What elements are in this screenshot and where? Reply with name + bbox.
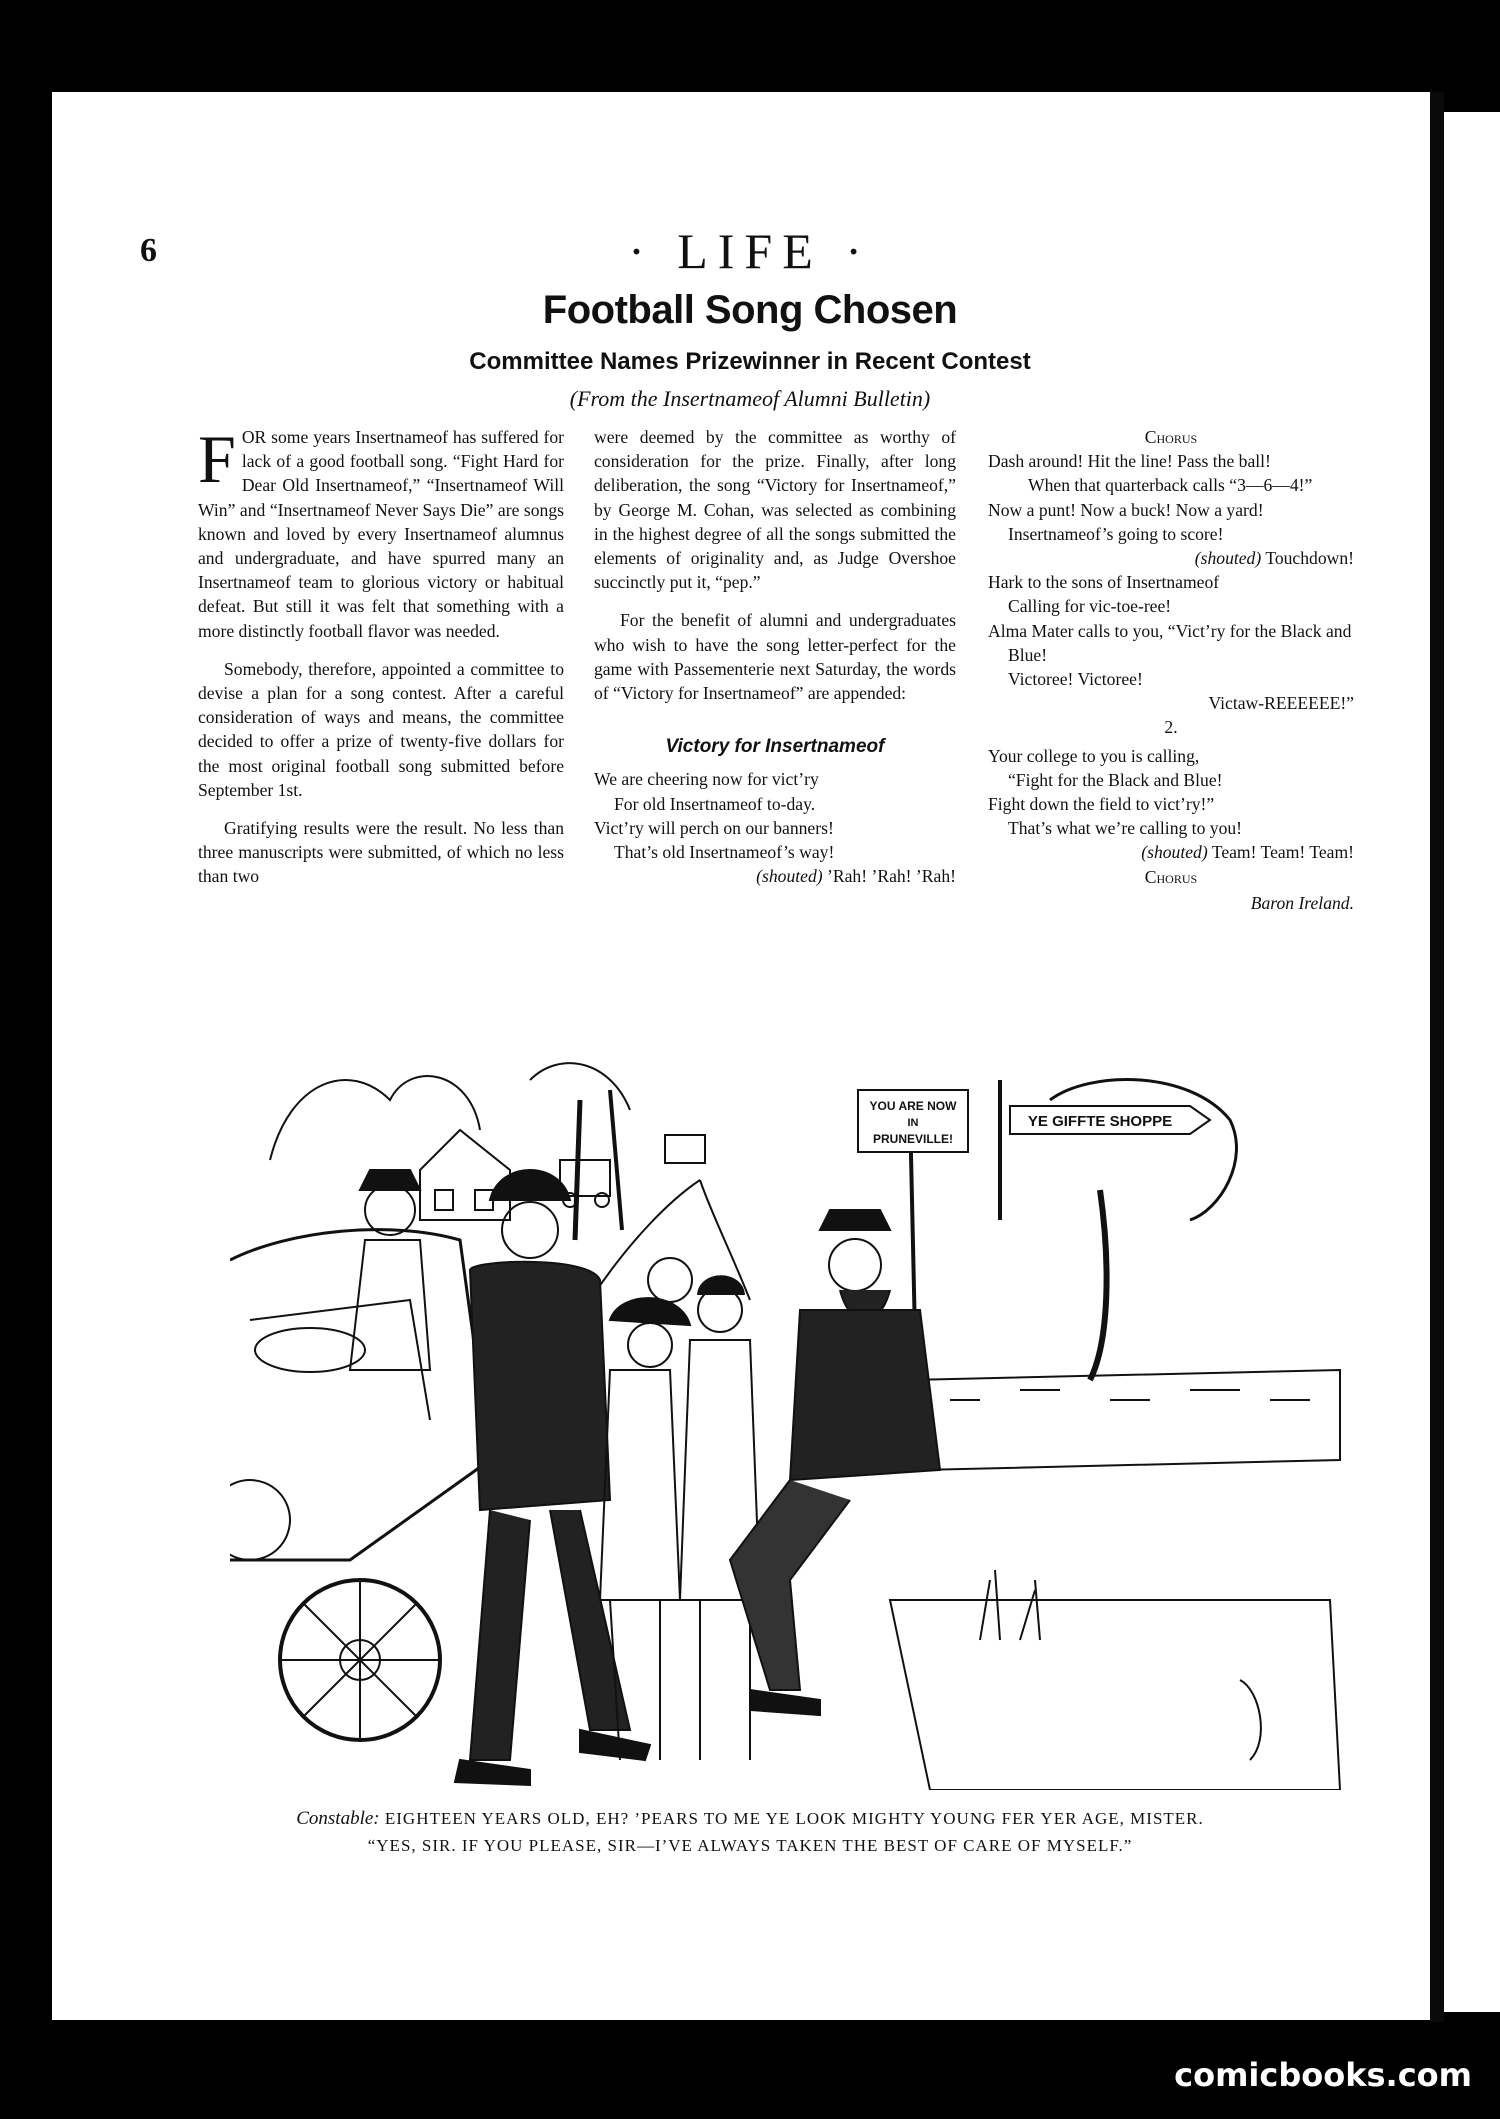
paragraph-3: Gratifying results were the result. No less than three manuscripts were submitted, of which no less than two <box>198 818 564 887</box>
caption-line-1 <box>0 1805 1500 1832</box>
chorus-line: Victaw-REEEEEE!” <box>1208 693 1354 714</box>
verse1-line: Vict’ry will perch on our banners! <box>594 817 834 838</box>
sign-prune-line: IN <box>907 1117 919 1129</box>
verse2-line: That’s what we’re calling to you! <box>1008 818 1243 839</box>
paragraph-1 <box>198 421 564 643</box>
page-gutter <box>1430 92 1444 2022</box>
paragraph-4: were deemed by the committee as worthy of consideration for the prize. Finally, after long deliberation, the song “Victory for Insertnameof,” by George M. Cohan, was selected as combining in the highest degree of all the songs submitted the elements of originality and, as Judge Overshoe succinctly put it, “pep.” <box>594 427 956 593</box>
paragraph-2: Somebody, therefore, appointed a committee to devise a plan for a song contest. After a careful consideration of ways and means, the committee decided to offer a prize of twenty-five dollars for the most original football song submitted before September 1st. <box>198 658 564 800</box>
shouted-text: ’Rah! ’Rah! ’Rah! <box>827 866 956 887</box>
chorus-line: Hark to the sons of Insertnameof <box>988 572 1220 593</box>
article-column-2 <box>594 425 956 888</box>
verse2-number: 2. <box>1164 717 1178 738</box>
verse2-line: “Fight for the Black and Blue! <box>1008 769 1223 790</box>
chorus-line: Now a punt! Now a buck! Now a yard! <box>988 499 1264 520</box>
sign-prune-line: YOU ARE NOW <box>869 1099 957 1113</box>
chorus-line: Calling for vic-toe-ree! <box>1008 596 1172 617</box>
drop-cap: F <box>198 421 236 497</box>
verse1-line: That’s old Insertnameof’s way! <box>614 842 835 863</box>
masthead: · LIFE · <box>628 223 872 279</box>
verse1-line: For old Insertnameof to-day. <box>614 793 816 814</box>
sign-prune-line: PRUNEVILLE! <box>872 1132 954 1146</box>
verse1-line: We are cheering now for vict’ry <box>594 769 819 790</box>
chorus-label: Chorus <box>1144 866 1198 887</box>
illustration-caption <box>0 1805 1500 1859</box>
sign-gift-shop: YE GIFFTE SHOPPE <box>1027 1113 1173 1130</box>
article-column-1 <box>198 421 564 903</box>
shouted-text: Team! Team! Team! <box>1211 842 1354 863</box>
paragraph-5: For the benefit of alumni and undergraduates who wish to have the song letter-perfect for the game with Passementerie next Saturday, the words of “Victory for Insertnameof” are appended: <box>594 610 956 704</box>
shouted-text: Touchdown! <box>1265 548 1354 569</box>
site-watermark: comicbooks.com <box>1174 2056 1472 2094</box>
chorus-label: Chorus <box>1144 427 1198 447</box>
paragraph-1-text: OR some years Insertnameof has suffered for lack of a good football song. “Fight Hard for Dear Old Insertnameof,” “Insertnameof Will Win” and “Insertnameof Never Says Die” are songs known and loved by every Insertnameof alumnus and undergraduate, and have spurred many an Insertnameof team to glorious victory or habitual defeat. But still it was felt that something with a more distinctly football flavor was needed. <box>198 427 564 641</box>
page-number: 6 <box>140 232 157 269</box>
caption-speaker: Constable: <box>296 1808 380 1829</box>
verse2-line: Your college to you is calling, <box>988 745 1200 766</box>
caption-line-2: “YES, SIR. IF YOU PLEASE, SIR—I’VE ALWAYS TAKEN THE BEST OF CARE OF MYSELF.” <box>367 1836 1133 1855</box>
chorus-shouted-line <box>988 546 1354 570</box>
caption-line-1-text: EIGHTEEN YEARS OLD, EH? ’PEARS TO ME YE LOOK MIGHTY YOUNG FER YER AGE, MISTER. <box>384 1809 1204 1828</box>
article-subhead: Committee Names Prizewinner in Recent Contest <box>469 348 1031 375</box>
chorus-line: When that quarterback calls “3—6—4!” <box>1028 475 1313 496</box>
poem-author: Baron Ireland. <box>1250 892 1354 913</box>
article-headline: Football Song Chosen <box>542 288 958 332</box>
chorus-line: Insertnameof’s going to score! <box>1008 523 1224 544</box>
verse1-shouted-line <box>594 864 956 888</box>
poem-title: Victory for Insertnameof <box>665 736 885 758</box>
shouted-label: (shouted) <box>756 866 823 887</box>
chorus-line: Dash around! Hit the line! Pass the ball! <box>988 451 1271 472</box>
verse2-line: Fight down the field to vict’ry!” <box>988 794 1215 815</box>
shouted-label: (shouted) <box>1141 842 1208 863</box>
article-source: (From the Insertnameof Alumni Bulletin) <box>569 386 931 411</box>
shouted-label: (shouted) <box>1194 548 1262 569</box>
cartoon-illustration <box>230 1040 1350 1790</box>
verse2-shouted-line <box>988 840 1354 864</box>
chorus-line: Alma Mater calls to you, “Vict’ry for the Black and Blue! <box>988 620 1352 665</box>
chorus-line: Victoree! Victoree! <box>1008 669 1143 690</box>
article-column-3 <box>988 425 1354 915</box>
